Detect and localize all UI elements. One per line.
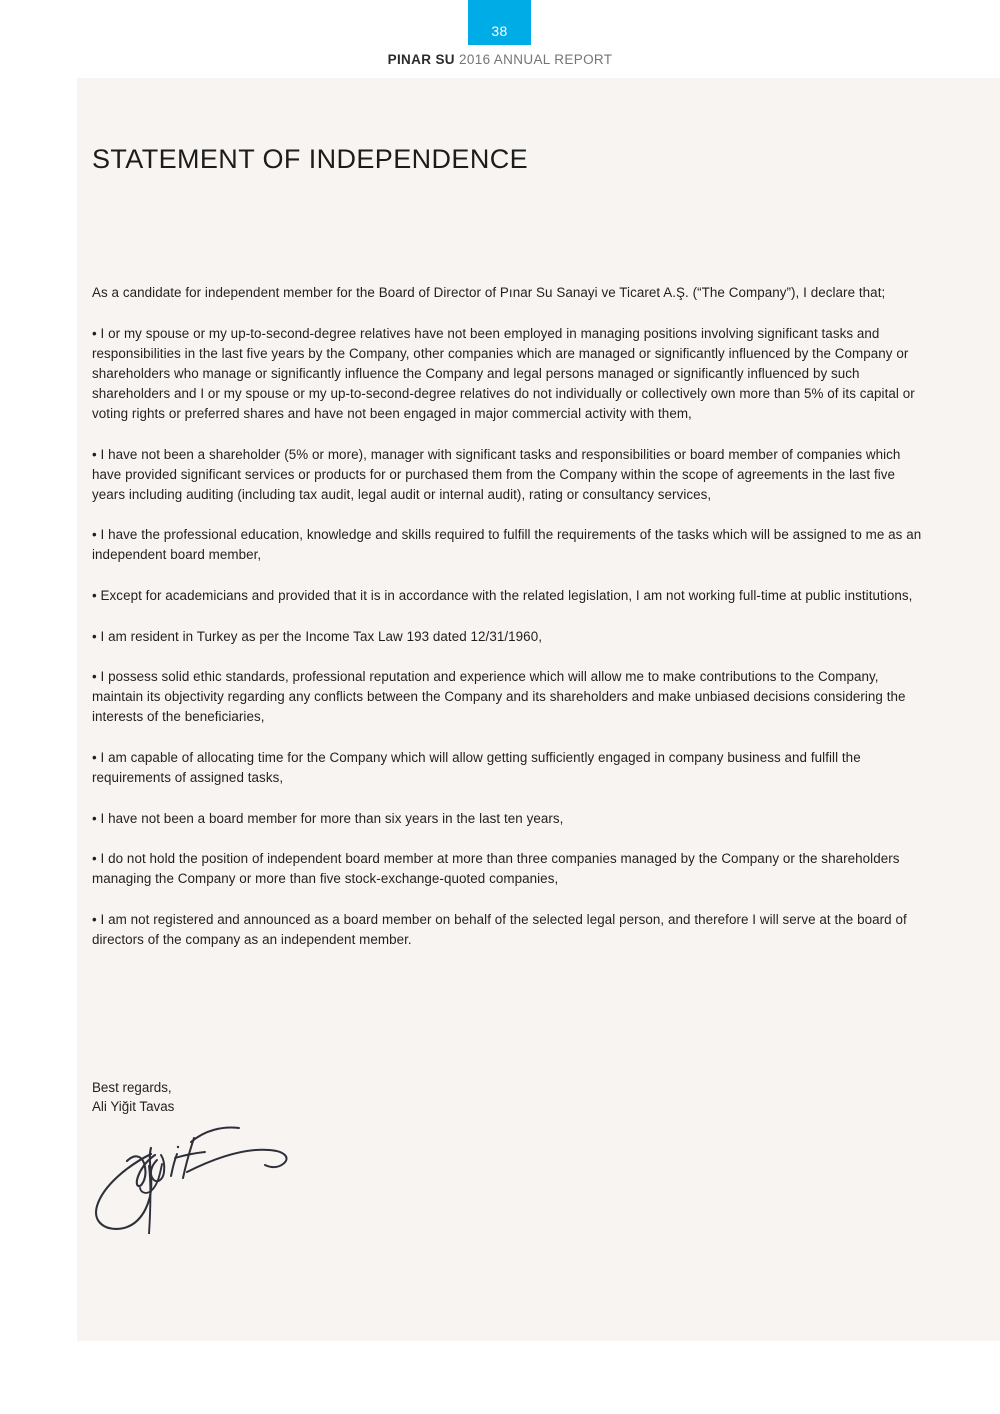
paragraph: • I possess solid ethic standards, professional reputation and experience which will allow me to make contributions to the Company, maintain its objectivity regarding any conflicts between the Company and its shareholders and make unbiased decisions considering the interests of the beneficiaries,: [92, 669, 906, 725]
page-title: STATEMENT OF INDEPENDENCE: [92, 144, 529, 174]
paragraph: • I am capable of allocating time for the Company which will allow getting sufficiently engaged in company business and fulfill the requirements of assigned tasks,: [92, 750, 861, 786]
document-body: [92, 283, 922, 971]
paragraph: • I have the professional education, knowledge and skills required to fulfill the requirements of the tasks which will be assigned to me as an independent board member,: [92, 527, 922, 563]
paragraph: • I have not been a shareholder (5% or more), manager with significant tasks and responsibilities or board member of companies which have provided significant services or products for or purchased them from the Company within the scope of agreements in the last five years including auditing (including tax audit, legal audit or internal audit), rating or consultancy services,: [92, 446, 901, 502]
content-panel: [77, 78, 1000, 1341]
page-number-badge: [468, 0, 531, 45]
running-head: [0, 52, 1000, 67]
paragraph: • Except for academicians and provided that it is in accordance with the related legislation, I am not working full-time at public institutions,: [92, 588, 913, 604]
closing-salutation: Best regards,: [92, 1080, 172, 1095]
signatory-name: Ali Yiğit Tavas: [92, 1099, 175, 1114]
paragraph: As a candidate for independent member for the Board of Director of Pınar Su Sanayi ve Ticaret A.Ş. (“The Company”), I declare that;: [92, 285, 886, 300]
paragraph: • I am not registered and announced as a board member on behalf of the selected legal person, and therefore I will serve at the board of directors of the company as an independent member.: [92, 911, 907, 948]
page-number-label: 38: [491, 23, 508, 39]
paragraph: • I or my spouse or my up-to-second-degree relatives have not been employed in managing positions involving significant tasks and responsibilities in the last five years by the Company, other companies which are managed or significantly influenced by the Company or shareholders who manage or significantly influence the Company and legal persons managed or significantly influenced by such shareholders and I or my spouse or my up-to-second-degree relatives do not individually or collectively own more than 5% of its capital or voting rights or preferred shares and have not been engaged in major commercial activity with them,: [92, 325, 915, 421]
paragraph: • I have not been a board member for more than six years in the last ten years,: [92, 810, 564, 826]
paragraph: • I am resident in Turkey as per the Income Tax Law 193 dated 12/31/1960,: [92, 628, 543, 644]
signature-image: [87, 1114, 317, 1234]
signoff-block: [92, 1078, 592, 1116]
running-head-brand: PINAR SU: [387, 52, 455, 67]
paragraph: • I do not hold the position of independent board member at more than three companies managed by the Company or the shareholders managing the Company or more than five stock-exchange-quoted companies,: [92, 851, 900, 887]
running-head-report-label: 2016 ANNUAL REPORT: [459, 52, 613, 67]
